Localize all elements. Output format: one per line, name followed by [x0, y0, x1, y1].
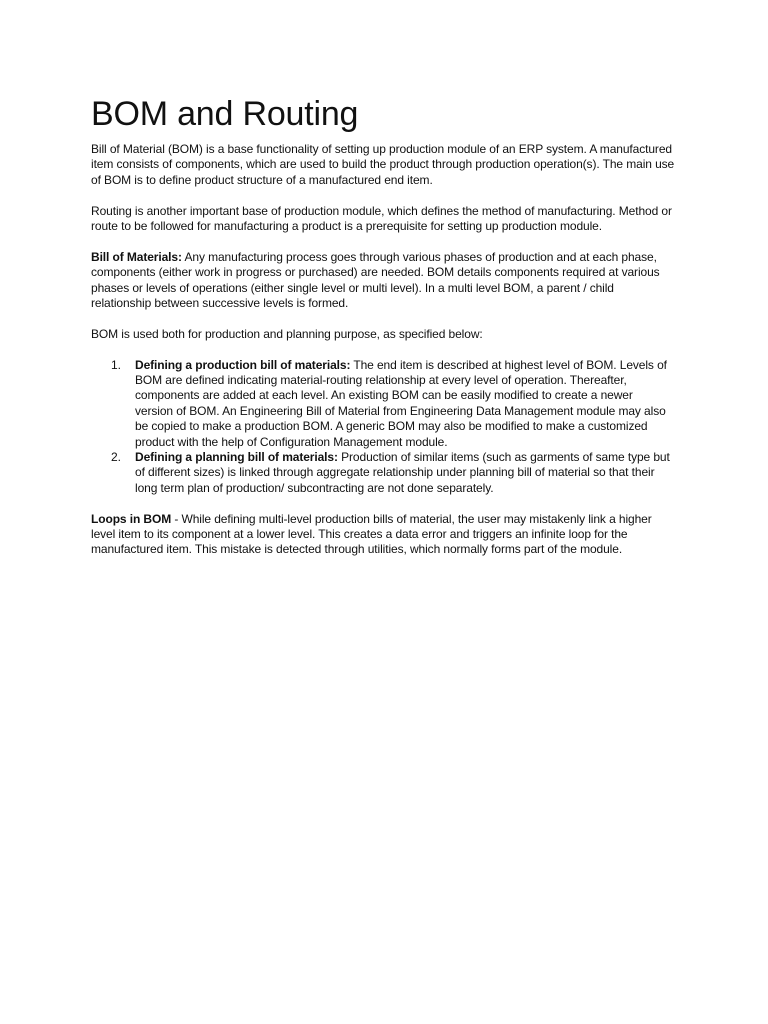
list-item-heading: Defining a planning bill of materials:: [135, 450, 338, 465]
bill-of-materials-heading: Bill of Materials:: [91, 249, 182, 264]
document-body: [91, 142, 677, 573]
list-item-body: [135, 358, 677, 450]
list-item-text: Production of similar items (such as garments of same type but of different sizes) is linked through aggregate relationship under planning bill of material so that their long term plan of production/ subcontracting are not done separately.: [135, 450, 670, 495]
bill-of-materials-paragraph: [91, 250, 677, 312]
bill-of-materials-text: Any manufacturing process goes through various phases of production and at each phase, components (either work in progress or purchased) are needed. BOM details components required at various phases or levels of operations (either single level or multi level). In a multi level BOM, a parent / child relationship between successive levels is formed.: [91, 249, 660, 311]
usage-intro-paragraph: BOM is used both for production and planning purpose, as specified below:: [91, 326, 483, 341]
loops-heading: Loops in BOM: [91, 511, 172, 526]
usage-list: [91, 358, 677, 497]
intro-paragraph: Bill of Material (BOM) is a base functionality of setting up production module of an ERP system. A manufactured item consists of components, which are used to build the product through production operation(s). The main use of BOM is to define product structure of a manufactured end item.: [91, 142, 675, 187]
list-item-body: [135, 450, 677, 496]
page-title: BOM and Routing: [91, 95, 359, 133]
list-item-heading: Defining a production bill of materials:: [135, 357, 351, 372]
loops-text: - While defining multi-level production bills of material, the user may mistakenly link a higher level item to its component at a lower level. This creates a data error and triggers an infinite loop for the manufactured item. This mistake is detected through utilities, which normally forms part of the module.: [91, 511, 652, 557]
list-item-text: The end item is described at highest level of BOM. Levels of BOM are defined indicating material-routing relationship at every level of operation. Thereafter, components are added at each level. An existing BOM can be easily modified to create a newer version of BOM. An Engineering Bill of Material from Engineering Data Management module may also be copied to make a production BOM. A generic BOM may also be modified to make a customized product with the help of Configuration Management module.: [135, 357, 667, 449]
list-item: [91, 450, 677, 496]
list-item-number: 2.: [111, 450, 121, 465]
routing-paragraph: Routing is another important base of production module, which defines the method of manufacturing. Method or route to be followed for manufacturing a product is a prerequisite for setting up production module.: [91, 203, 672, 234]
list-item: [91, 358, 677, 450]
list-item-number: 1.: [111, 357, 121, 372]
loops-paragraph: [91, 512, 677, 558]
